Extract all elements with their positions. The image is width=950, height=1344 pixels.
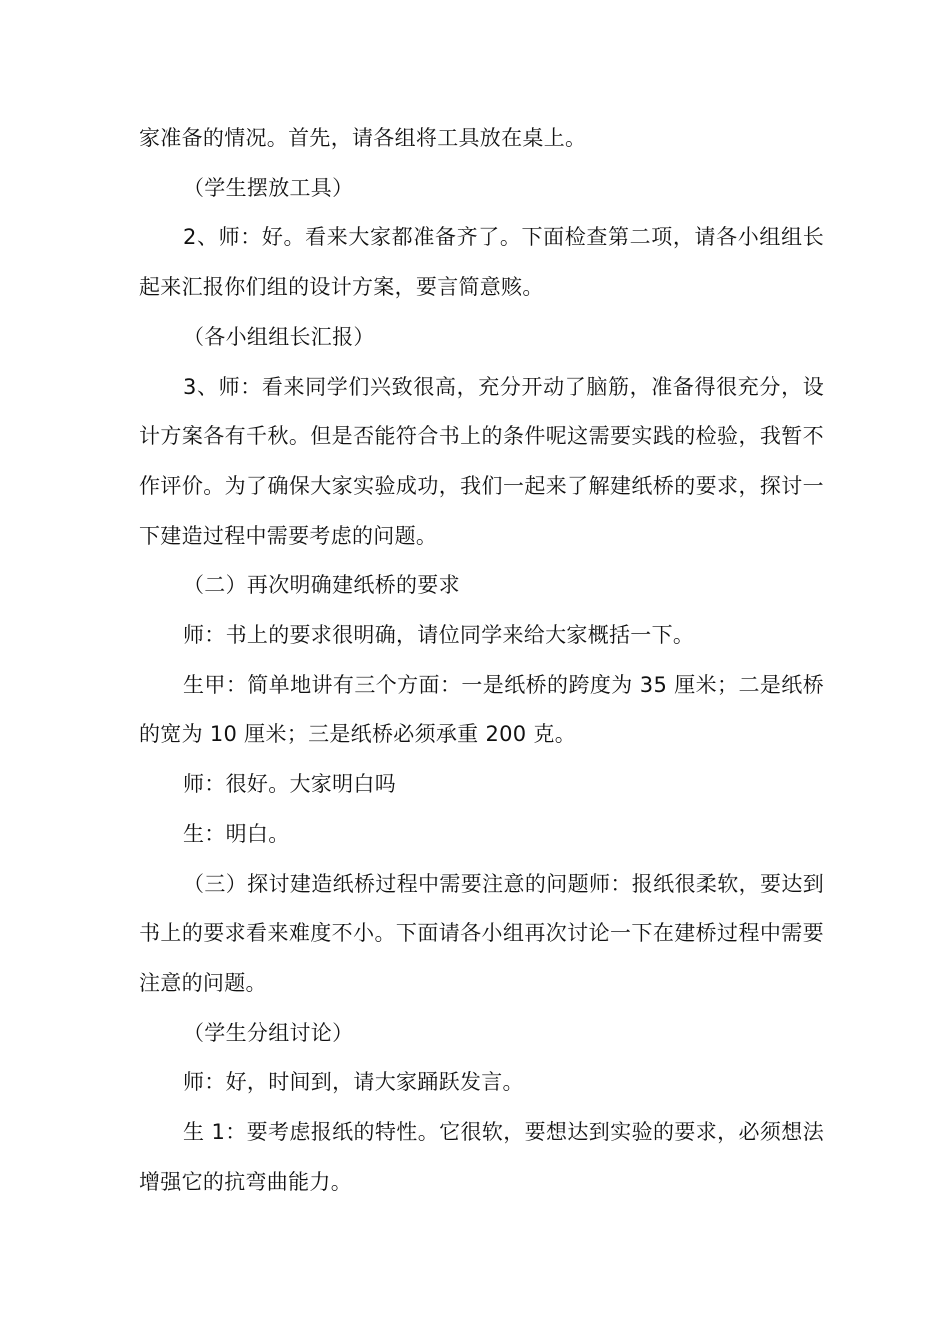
paragraph: 生：明白。 — [183, 821, 290, 846]
paragraph: 生 1：要考虑报纸的特性。它很软，要想达到实验的要求，必须想法增强它的抗弯曲能力。 — [139, 1120, 824, 1194]
section-heading: （三）探讨建造纸桥过程中需要注意的问题师：报纸很柔软，要达到书上的要求看来难度不小。下面请各小组再次讨论一下在建桥过程中需要注意的问题。 — [139, 871, 824, 995]
document-body — [139, 114, 824, 1207]
paragraph: （各小组组长汇报） — [183, 324, 375, 349]
paragraph: 3、师：看来同学们兴致很高，充分开动了脑筋，准备得很充分，设计方案各有千秋。但是否能符合书上的条件呢这需要实践的检验，我暂不作评价。为了确保大家实验成功，我们一起来了解建纸桥的要求，探讨一下建造过程中需要考虑的问题。 — [139, 374, 824, 548]
paragraph: （学生分组讨论） — [183, 1020, 354, 1045]
paragraph: 师：很好。大家明白吗 — [183, 772, 396, 797]
paragraph: 家准备的情况。首先，请各组将工具放在桌上。 — [139, 126, 587, 150]
paragraph: 师：好，时间到，请大家踊跃发言。 — [183, 1070, 524, 1095]
paragraph: 生甲：简单地讲有三个方面：一是纸桥的跨度为 35 厘米；二是纸桥的宽为 10 厘米；三是纸桥必须承重 200 克。 — [139, 672, 824, 747]
paragraph: 师：书上的要求很明确，请位同学来给大家概括一下。 — [183, 623, 695, 648]
paragraph: 2、师：好。看来大家都准备齐了。下面检查第二项，请各小组组长起来汇报你们组的设计方案，要言简意赅。 — [139, 225, 824, 300]
section-heading: （二）再次明确建纸桥的要求 — [183, 573, 460, 598]
paragraph: （学生摆放工具） — [183, 175, 354, 200]
